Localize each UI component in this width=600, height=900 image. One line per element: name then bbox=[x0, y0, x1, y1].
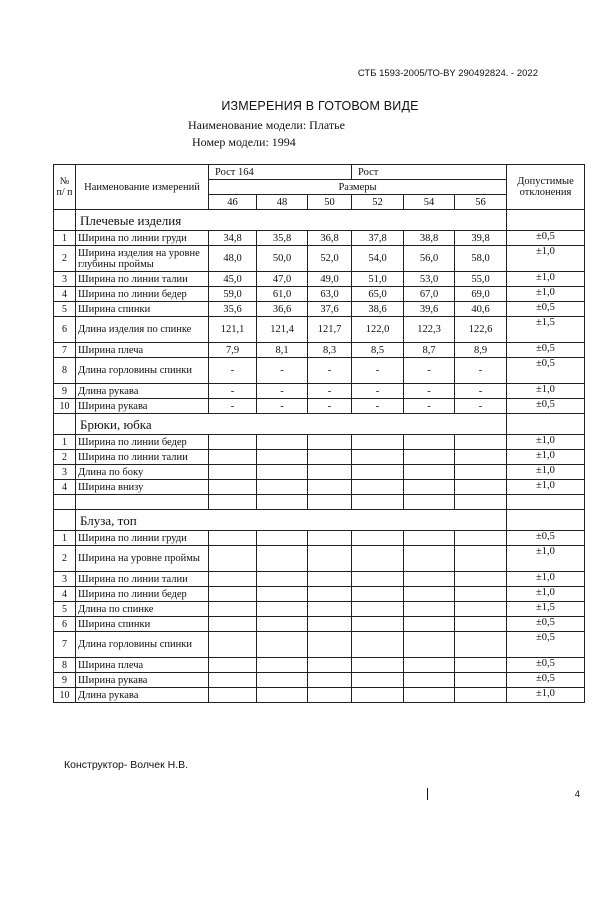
measurement-value: 34,8 bbox=[209, 231, 257, 246]
measurement-value: 38,8 bbox=[404, 231, 455, 246]
measurement-value: 55,0 bbox=[455, 272, 507, 287]
measurement-value bbox=[352, 435, 404, 450]
measurement-value bbox=[352, 531, 404, 546]
measurement-value bbox=[209, 658, 257, 673]
measurement-value bbox=[455, 572, 507, 587]
measurement-value bbox=[455, 495, 507, 510]
measurement-value: 7,9 bbox=[209, 343, 257, 358]
row-number: 1 bbox=[54, 435, 76, 450]
measurement-value: - bbox=[455, 358, 507, 384]
measurement-value bbox=[455, 602, 507, 617]
row-number: 3 bbox=[54, 272, 76, 287]
row-number: 6 bbox=[54, 617, 76, 632]
measurement-value: - bbox=[352, 358, 404, 384]
measurement-value: 121,4 bbox=[257, 317, 308, 343]
row-number: 3 bbox=[54, 572, 76, 587]
measurement-value bbox=[209, 632, 257, 658]
measurement-value bbox=[455, 546, 507, 572]
section-number-cell bbox=[54, 510, 76, 531]
measurement-value bbox=[257, 587, 308, 602]
measurement-value bbox=[352, 572, 404, 587]
measurement-value bbox=[257, 673, 308, 688]
measurement-value: 49,0 bbox=[308, 272, 352, 287]
section-number-cell bbox=[54, 210, 76, 231]
col-header-sizes: Размеры bbox=[209, 180, 507, 195]
measurement-value bbox=[352, 450, 404, 465]
tolerance-value bbox=[507, 495, 585, 510]
measurement-value bbox=[404, 546, 455, 572]
row-number: 4 bbox=[54, 587, 76, 602]
measurement-value bbox=[404, 572, 455, 587]
table-row bbox=[54, 688, 585, 703]
measurement-value bbox=[209, 602, 257, 617]
section-row bbox=[54, 414, 585, 435]
measurement-value bbox=[308, 617, 352, 632]
measurement-value bbox=[257, 602, 308, 617]
measurement-value bbox=[455, 465, 507, 480]
measurement-value: 35,8 bbox=[257, 231, 308, 246]
measurement-value: - bbox=[404, 399, 455, 414]
measurement-value bbox=[257, 465, 308, 480]
measurement-name: Ширина внизу bbox=[76, 480, 209, 495]
measurement-value bbox=[257, 480, 308, 495]
model-name-line: Наименование модели: Платье bbox=[188, 118, 345, 132]
measurement-value bbox=[352, 465, 404, 480]
measurement-value bbox=[308, 465, 352, 480]
measurement-value bbox=[209, 435, 257, 450]
table-row bbox=[54, 317, 585, 343]
tolerance-value: ±1,0 bbox=[507, 287, 585, 302]
size-header: 50 bbox=[308, 195, 352, 210]
measurement-value: - bbox=[455, 384, 507, 399]
measurement-value bbox=[352, 495, 404, 510]
measurement-value bbox=[308, 688, 352, 703]
size-header: 48 bbox=[257, 195, 308, 210]
measurement-value bbox=[352, 673, 404, 688]
measurement-name: Ширина рукава bbox=[76, 673, 209, 688]
measurement-value: - bbox=[308, 384, 352, 399]
measurement-value bbox=[209, 572, 257, 587]
measurement-name: Ширина по линии груди bbox=[76, 231, 209, 246]
measurement-value: 65,0 bbox=[352, 287, 404, 302]
tolerance-value: ±0,5 bbox=[507, 632, 585, 658]
measurement-value: 8,5 bbox=[352, 343, 404, 358]
row-number: 2 bbox=[54, 246, 76, 272]
table-row bbox=[54, 546, 585, 572]
measurement-value: 52,0 bbox=[308, 246, 352, 272]
tolerance-value: ±1,0 bbox=[507, 546, 585, 572]
measurement-value bbox=[352, 688, 404, 703]
tolerance-value: ±1,0 bbox=[507, 587, 585, 602]
row-number: 2 bbox=[54, 546, 76, 572]
measurement-value: 35,6 bbox=[209, 302, 257, 317]
measurement-value: 53,0 bbox=[404, 272, 455, 287]
row-number bbox=[54, 495, 76, 510]
section-title: Блуза, топ bbox=[76, 510, 507, 531]
measurement-value: 36,8 bbox=[308, 231, 352, 246]
measurement-value bbox=[455, 632, 507, 658]
measurement-value bbox=[257, 632, 308, 658]
measurement-value: 47,0 bbox=[257, 272, 308, 287]
measurement-value: 67,0 bbox=[404, 287, 455, 302]
row-number: 1 bbox=[54, 531, 76, 546]
table-row bbox=[54, 531, 585, 546]
row-number: 5 bbox=[54, 602, 76, 617]
measurement-name: Ширина плеча bbox=[76, 343, 209, 358]
row-number: 9 bbox=[54, 673, 76, 688]
measurement-value bbox=[209, 688, 257, 703]
measurement-name: Длина горловины спинки bbox=[76, 632, 209, 658]
section-title: Плечевые изделия bbox=[76, 210, 507, 231]
table-row bbox=[54, 465, 585, 480]
row-number: 1 bbox=[54, 231, 76, 246]
row-number: 8 bbox=[54, 358, 76, 384]
measurement-value bbox=[404, 602, 455, 617]
measurement-value: - bbox=[404, 384, 455, 399]
measurement-value bbox=[209, 673, 257, 688]
measurement-value: 37,8 bbox=[352, 231, 404, 246]
measurement-value bbox=[308, 632, 352, 658]
size-header: 46 bbox=[209, 195, 257, 210]
table-row bbox=[54, 231, 585, 246]
measurement-value bbox=[308, 531, 352, 546]
row-number: 10 bbox=[54, 688, 76, 703]
measurement-value bbox=[404, 688, 455, 703]
measurement-name bbox=[76, 495, 209, 510]
measurement-value bbox=[352, 480, 404, 495]
tolerance-value: ±1,0 bbox=[507, 572, 585, 587]
section-tolerance-cell bbox=[507, 210, 585, 231]
table-row bbox=[54, 572, 585, 587]
section-tolerance-cell bbox=[507, 510, 585, 531]
measurement-value: 61,0 bbox=[257, 287, 308, 302]
page-number: 4 bbox=[574, 789, 580, 800]
table-row bbox=[54, 287, 585, 302]
measurement-value: - bbox=[352, 384, 404, 399]
row-number: 9 bbox=[54, 384, 76, 399]
tolerance-value: ±0,5 bbox=[507, 399, 585, 414]
text-cursor-mark bbox=[427, 788, 428, 800]
measurement-value bbox=[308, 495, 352, 510]
measurement-value bbox=[352, 658, 404, 673]
col-header-tolerance: Допустимые отклонения bbox=[507, 165, 585, 210]
row-number: 3 bbox=[54, 465, 76, 480]
measurement-name: Ширина по линии талии bbox=[76, 272, 209, 287]
measurement-name: Ширина по линии бедер bbox=[76, 287, 209, 302]
measurement-value: 56,0 bbox=[404, 246, 455, 272]
designer-signature-line: Конструктор- Волчек Н.В. bbox=[64, 759, 189, 771]
table-row bbox=[54, 480, 585, 495]
tolerance-value: ±1,0 bbox=[507, 272, 585, 287]
measurement-value: 8,9 bbox=[455, 343, 507, 358]
row-number: 4 bbox=[54, 287, 76, 302]
measurement-value: - bbox=[257, 384, 308, 399]
measurement-value: 39,6 bbox=[404, 302, 455, 317]
table-row bbox=[54, 384, 585, 399]
table-row bbox=[54, 617, 585, 632]
tolerance-value: ±0,5 bbox=[507, 358, 585, 384]
measurement-value bbox=[404, 435, 455, 450]
section-title: Брюки, юбка bbox=[76, 414, 507, 435]
table-row bbox=[54, 587, 585, 602]
measurement-value bbox=[209, 450, 257, 465]
table-row bbox=[54, 632, 585, 658]
measurement-value bbox=[209, 480, 257, 495]
measurement-value bbox=[404, 658, 455, 673]
measurement-name: Длина рукава bbox=[76, 384, 209, 399]
tolerance-value: ±0,5 bbox=[507, 231, 585, 246]
measurement-value bbox=[404, 450, 455, 465]
measurement-value bbox=[209, 587, 257, 602]
measurement-value: 122,6 bbox=[455, 317, 507, 343]
measurement-value bbox=[455, 531, 507, 546]
table-row bbox=[54, 495, 585, 510]
tolerance-value: ±1,5 bbox=[507, 602, 585, 617]
measurement-name: Длина горловины спинки bbox=[76, 358, 209, 384]
measurement-value: 121,1 bbox=[209, 317, 257, 343]
table-row bbox=[54, 302, 585, 317]
measurement-value bbox=[308, 602, 352, 617]
measurement-value bbox=[352, 617, 404, 632]
measurement-value bbox=[257, 658, 308, 673]
measurement-value bbox=[209, 531, 257, 546]
measurement-value: - bbox=[352, 399, 404, 414]
measurement-value: - bbox=[209, 384, 257, 399]
measurement-value bbox=[404, 673, 455, 688]
measurement-value bbox=[209, 465, 257, 480]
measurement-value bbox=[257, 688, 308, 703]
measurement-value: 39,8 bbox=[455, 231, 507, 246]
measurement-value bbox=[308, 480, 352, 495]
page-title: ИЗМЕРЕНИЯ В ГОТОВОМ ВИДЕ bbox=[221, 99, 419, 113]
measurement-value: 58,0 bbox=[455, 246, 507, 272]
measurement-value: 121,7 bbox=[308, 317, 352, 343]
measurement-value bbox=[455, 435, 507, 450]
measurement-value: - bbox=[308, 399, 352, 414]
measurement-value: 8,7 bbox=[404, 343, 455, 358]
model-number-line: Номер модели: 1994 bbox=[192, 135, 296, 149]
measurement-name: Длина по спинке bbox=[76, 602, 209, 617]
measurement-value: 122,0 bbox=[352, 317, 404, 343]
measurement-value bbox=[404, 587, 455, 602]
tolerance-value: ±1,0 bbox=[507, 384, 585, 399]
measurement-value: 38,6 bbox=[352, 302, 404, 317]
measurement-value bbox=[352, 602, 404, 617]
measurement-value: 48,0 bbox=[209, 246, 257, 272]
measurement-name: Ширина изделия на уровне глубины проймы bbox=[76, 246, 209, 272]
measurement-name: Ширина плеча bbox=[76, 658, 209, 673]
measurement-value bbox=[257, 435, 308, 450]
row-number: 7 bbox=[54, 632, 76, 658]
measurement-name: Ширина рукава bbox=[76, 399, 209, 414]
measurement-value bbox=[308, 673, 352, 688]
section-number-cell bbox=[54, 414, 76, 435]
measurement-value bbox=[404, 480, 455, 495]
measurement-value bbox=[404, 617, 455, 632]
table-row bbox=[54, 602, 585, 617]
row-number: 5 bbox=[54, 302, 76, 317]
measurement-value: 59,0 bbox=[209, 287, 257, 302]
measurement-value bbox=[455, 658, 507, 673]
tolerance-value: ±0,5 bbox=[507, 343, 585, 358]
measurement-name: Ширина спинки bbox=[76, 617, 209, 632]
table-row bbox=[54, 435, 585, 450]
measurement-value bbox=[308, 546, 352, 572]
section-row bbox=[54, 210, 585, 231]
table-row bbox=[54, 673, 585, 688]
table-row bbox=[54, 272, 585, 287]
document-standard-code: СТБ 1593-2005/ТО-BY 290492824. - 2022 bbox=[357, 68, 538, 79]
measurement-value: 37,6 bbox=[308, 302, 352, 317]
section-tolerance-cell bbox=[507, 414, 585, 435]
col-header-rost-164: Рост 164 bbox=[209, 165, 352, 180]
measurements-table bbox=[53, 164, 585, 703]
measurement-value: 50,0 bbox=[257, 246, 308, 272]
tolerance-value: ±1,0 bbox=[507, 465, 585, 480]
measurement-value bbox=[257, 546, 308, 572]
measurement-value bbox=[404, 465, 455, 480]
measurement-value bbox=[455, 587, 507, 602]
measurement-value: 51,0 bbox=[352, 272, 404, 287]
row-number: 4 bbox=[54, 480, 76, 495]
measurement-name: Ширина по линии талии bbox=[76, 450, 209, 465]
measurement-value bbox=[455, 450, 507, 465]
tolerance-value: ±1,0 bbox=[507, 435, 585, 450]
measurement-value bbox=[404, 531, 455, 546]
tolerance-value: ±0,5 bbox=[507, 302, 585, 317]
size-header: 54 bbox=[404, 195, 455, 210]
measurement-value: - bbox=[404, 358, 455, 384]
measurement-value bbox=[257, 495, 308, 510]
measurement-name: Ширина по линии бедер bbox=[76, 587, 209, 602]
measurement-value bbox=[455, 673, 507, 688]
table-row bbox=[54, 358, 585, 384]
measurement-value bbox=[404, 495, 455, 510]
measurement-value: - bbox=[455, 399, 507, 414]
measurement-value: 8,1 bbox=[257, 343, 308, 358]
measurement-value bbox=[257, 617, 308, 632]
measurement-value: - bbox=[209, 399, 257, 414]
table-row bbox=[54, 658, 585, 673]
measurement-name: Ширина по линии талии bbox=[76, 572, 209, 587]
size-header: 56 bbox=[455, 195, 507, 210]
row-number: 2 bbox=[54, 450, 76, 465]
measurement-value bbox=[257, 572, 308, 587]
measurement-name: Длина по боку bbox=[76, 465, 209, 480]
measurement-value bbox=[308, 587, 352, 602]
measurement-value: 8,3 bbox=[308, 343, 352, 358]
table-row bbox=[54, 246, 585, 272]
tolerance-value: ±1,0 bbox=[507, 246, 585, 272]
tolerance-value: ±1,0 bbox=[507, 450, 585, 465]
measurement-value bbox=[455, 480, 507, 495]
row-number: 7 bbox=[54, 343, 76, 358]
tolerance-value: ±0,5 bbox=[507, 531, 585, 546]
measurement-value bbox=[257, 531, 308, 546]
measurement-value: 40,6 bbox=[455, 302, 507, 317]
measurement-value bbox=[308, 435, 352, 450]
measurement-value bbox=[209, 617, 257, 632]
measurement-value bbox=[308, 572, 352, 587]
measurement-value bbox=[352, 587, 404, 602]
table-row bbox=[54, 343, 585, 358]
tolerance-value: ±1,5 bbox=[507, 317, 585, 343]
tolerance-value: ±0,5 bbox=[507, 617, 585, 632]
measurement-value: 69,0 bbox=[455, 287, 507, 302]
table-row bbox=[54, 399, 585, 414]
measurement-value bbox=[352, 546, 404, 572]
col-header-number: № п/ п bbox=[54, 165, 76, 210]
measurement-name: Ширина по линии груди bbox=[76, 531, 209, 546]
measurement-name: Ширина по линии бедер bbox=[76, 435, 209, 450]
measurement-value: - bbox=[257, 358, 308, 384]
table-row bbox=[54, 450, 585, 465]
measurement-value: 36,6 bbox=[257, 302, 308, 317]
tolerance-value: ±1,0 bbox=[507, 480, 585, 495]
measurement-value bbox=[308, 658, 352, 673]
measurement-value bbox=[257, 450, 308, 465]
section-row bbox=[54, 510, 585, 531]
row-number: 10 bbox=[54, 399, 76, 414]
measurement-value: - bbox=[308, 358, 352, 384]
tolerance-value: ±0,5 bbox=[507, 673, 585, 688]
measurement-value: 122,3 bbox=[404, 317, 455, 343]
measurement-name: Ширина на уровне проймы bbox=[76, 546, 209, 572]
row-number: 6 bbox=[54, 317, 76, 343]
measurement-value bbox=[209, 546, 257, 572]
col-header-name: Наименование измерений bbox=[76, 165, 209, 210]
col-header-rost: Рост bbox=[352, 165, 507, 180]
measurement-value bbox=[455, 688, 507, 703]
measurement-value: 63,0 bbox=[308, 287, 352, 302]
measurement-name: Ширина спинки bbox=[76, 302, 209, 317]
measurement-name: Длина рукава bbox=[76, 688, 209, 703]
measurement-value bbox=[308, 450, 352, 465]
measurement-value bbox=[455, 617, 507, 632]
measurement-value: 54,0 bbox=[352, 246, 404, 272]
measurement-value: 45,0 bbox=[209, 272, 257, 287]
tolerance-value: ±1,0 bbox=[507, 688, 585, 703]
measurement-value bbox=[352, 632, 404, 658]
measurement-name: Длина изделия по спинке bbox=[76, 317, 209, 343]
measurement-value: - bbox=[257, 399, 308, 414]
measurement-value: - bbox=[209, 358, 257, 384]
measurement-value bbox=[404, 632, 455, 658]
row-number: 8 bbox=[54, 658, 76, 673]
size-header: 52 bbox=[352, 195, 404, 210]
tolerance-value: ±0,5 bbox=[507, 658, 585, 673]
measurement-value bbox=[209, 495, 257, 510]
